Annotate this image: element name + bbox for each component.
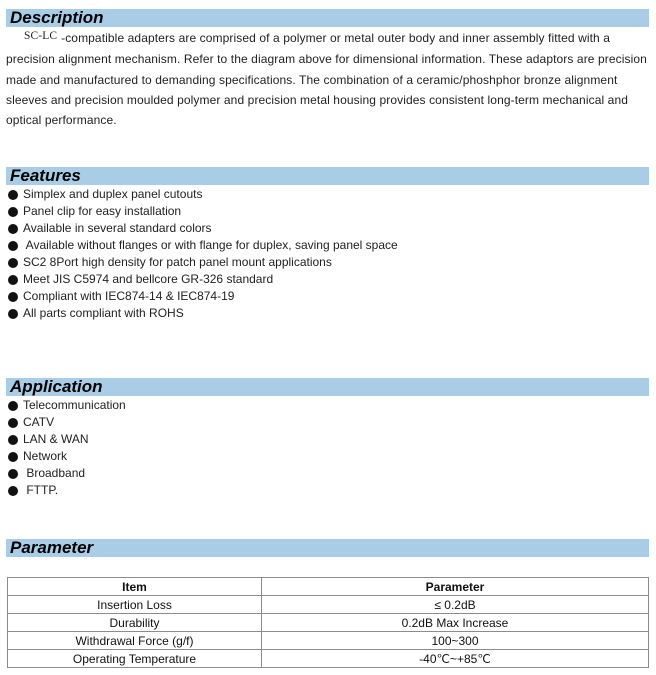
table-row: [8, 650, 649, 668]
feature-item: [8, 288, 398, 305]
parameter-title: Parameter: [10, 538, 94, 557]
feature-item: [8, 305, 398, 322]
application-title: Application: [10, 377, 103, 396]
feature-text: Panel clip for easy installation: [23, 204, 182, 218]
table-row: [8, 632, 649, 650]
product-code: SC-LC: [24, 30, 58, 42]
application-item: [8, 431, 126, 448]
table-cell-item: Insertion Loss: [8, 596, 262, 614]
table-cell-value: ≤ 0.2dB: [262, 596, 649, 614]
application-text: Network: [23, 449, 68, 463]
bullet-icon: [8, 418, 18, 428]
table-header-row: [8, 578, 649, 596]
feature-text: All parts compliant with ROHS: [23, 306, 184, 320]
bullet-icon: [8, 292, 18, 302]
feature-item: [8, 237, 398, 254]
feature-item: [8, 220, 398, 237]
table-cell-item: Durability: [8, 614, 262, 632]
parameter-table: [7, 577, 649, 668]
bullet-icon: [8, 309, 18, 319]
application-text: FTTP.: [23, 483, 59, 497]
feature-item: [8, 254, 398, 271]
features-header: [6, 167, 649, 185]
application-text: Telecommunication: [23, 398, 126, 412]
application-list: [8, 397, 126, 499]
feature-text: Meet JIS C5974 and bellcore GR-326 standard: [23, 272, 274, 286]
feature-text: Available without flanges or with flange for duplex, saving panel space: [23, 238, 398, 252]
bullet-icon: [8, 241, 18, 251]
bullet-icon: [8, 190, 18, 200]
description-paragraph: [6, 28, 651, 130]
table-cell-item: Operating Temperature: [8, 650, 262, 668]
application-item: [8, 414, 126, 431]
application-header: [6, 378, 649, 396]
table-cell-value: -40℃~+85℃: [262, 650, 649, 668]
table-row: [8, 596, 649, 614]
feature-item: [8, 271, 398, 288]
application-item: [8, 482, 126, 499]
feature-text: Available in several standard colors: [23, 221, 212, 235]
application-item: [8, 465, 126, 482]
bullet-icon: [8, 401, 18, 411]
description-title: Description: [10, 8, 104, 27]
bullet-icon: [8, 486, 18, 496]
application-item: [8, 448, 126, 465]
application-item: [8, 397, 126, 414]
bullet-icon: [8, 275, 18, 285]
feature-text: SC2 8Port high density for patch panel mount applications: [23, 255, 332, 269]
table-cell-value: 100~300: [262, 632, 649, 650]
bullet-icon: [8, 469, 18, 479]
parameter-header: [6, 539, 649, 557]
description-header: [6, 9, 649, 27]
table-row: [8, 614, 649, 632]
feature-text: Compliant with IEC874-14 & IEC874-19: [23, 289, 235, 303]
features-title: Features: [10, 166, 81, 185]
features-list: [8, 186, 398, 322]
column-header-parameter: Parameter: [262, 578, 649, 596]
bullet-icon: [8, 224, 18, 234]
description-text: -compatible adapters are comprised of a polymer or metal outer body and inner assembly fitted with a precision alignment mechanism. Refer to the diagram above for dimensional information. These adaptors are precision made and manufactured to demanding specifications. The combination of a ceramic/phoshphor bronze alignment sleeves and precision moulded polymer and precision metal housing provides consistent long-term mechanical and optical performance.: [6, 31, 647, 128]
feature-item: [8, 186, 398, 203]
table-cell-value: 0.2dB Max Increase: [262, 614, 649, 632]
bullet-icon: [8, 258, 18, 268]
application-text: LAN & WAN: [23, 432, 89, 446]
application-text: CATV: [23, 415, 55, 429]
application-text: Broadband: [23, 466, 86, 480]
bullet-icon: [8, 207, 18, 217]
bullet-icon: [8, 435, 18, 445]
column-header-item: Item: [8, 578, 262, 596]
feature-item: [8, 203, 398, 220]
bullet-icon: [8, 452, 18, 462]
table-cell-item: Withdrawal Force (g/f): [8, 632, 262, 650]
feature-text: Simplex and duplex panel cutouts: [23, 187, 203, 201]
